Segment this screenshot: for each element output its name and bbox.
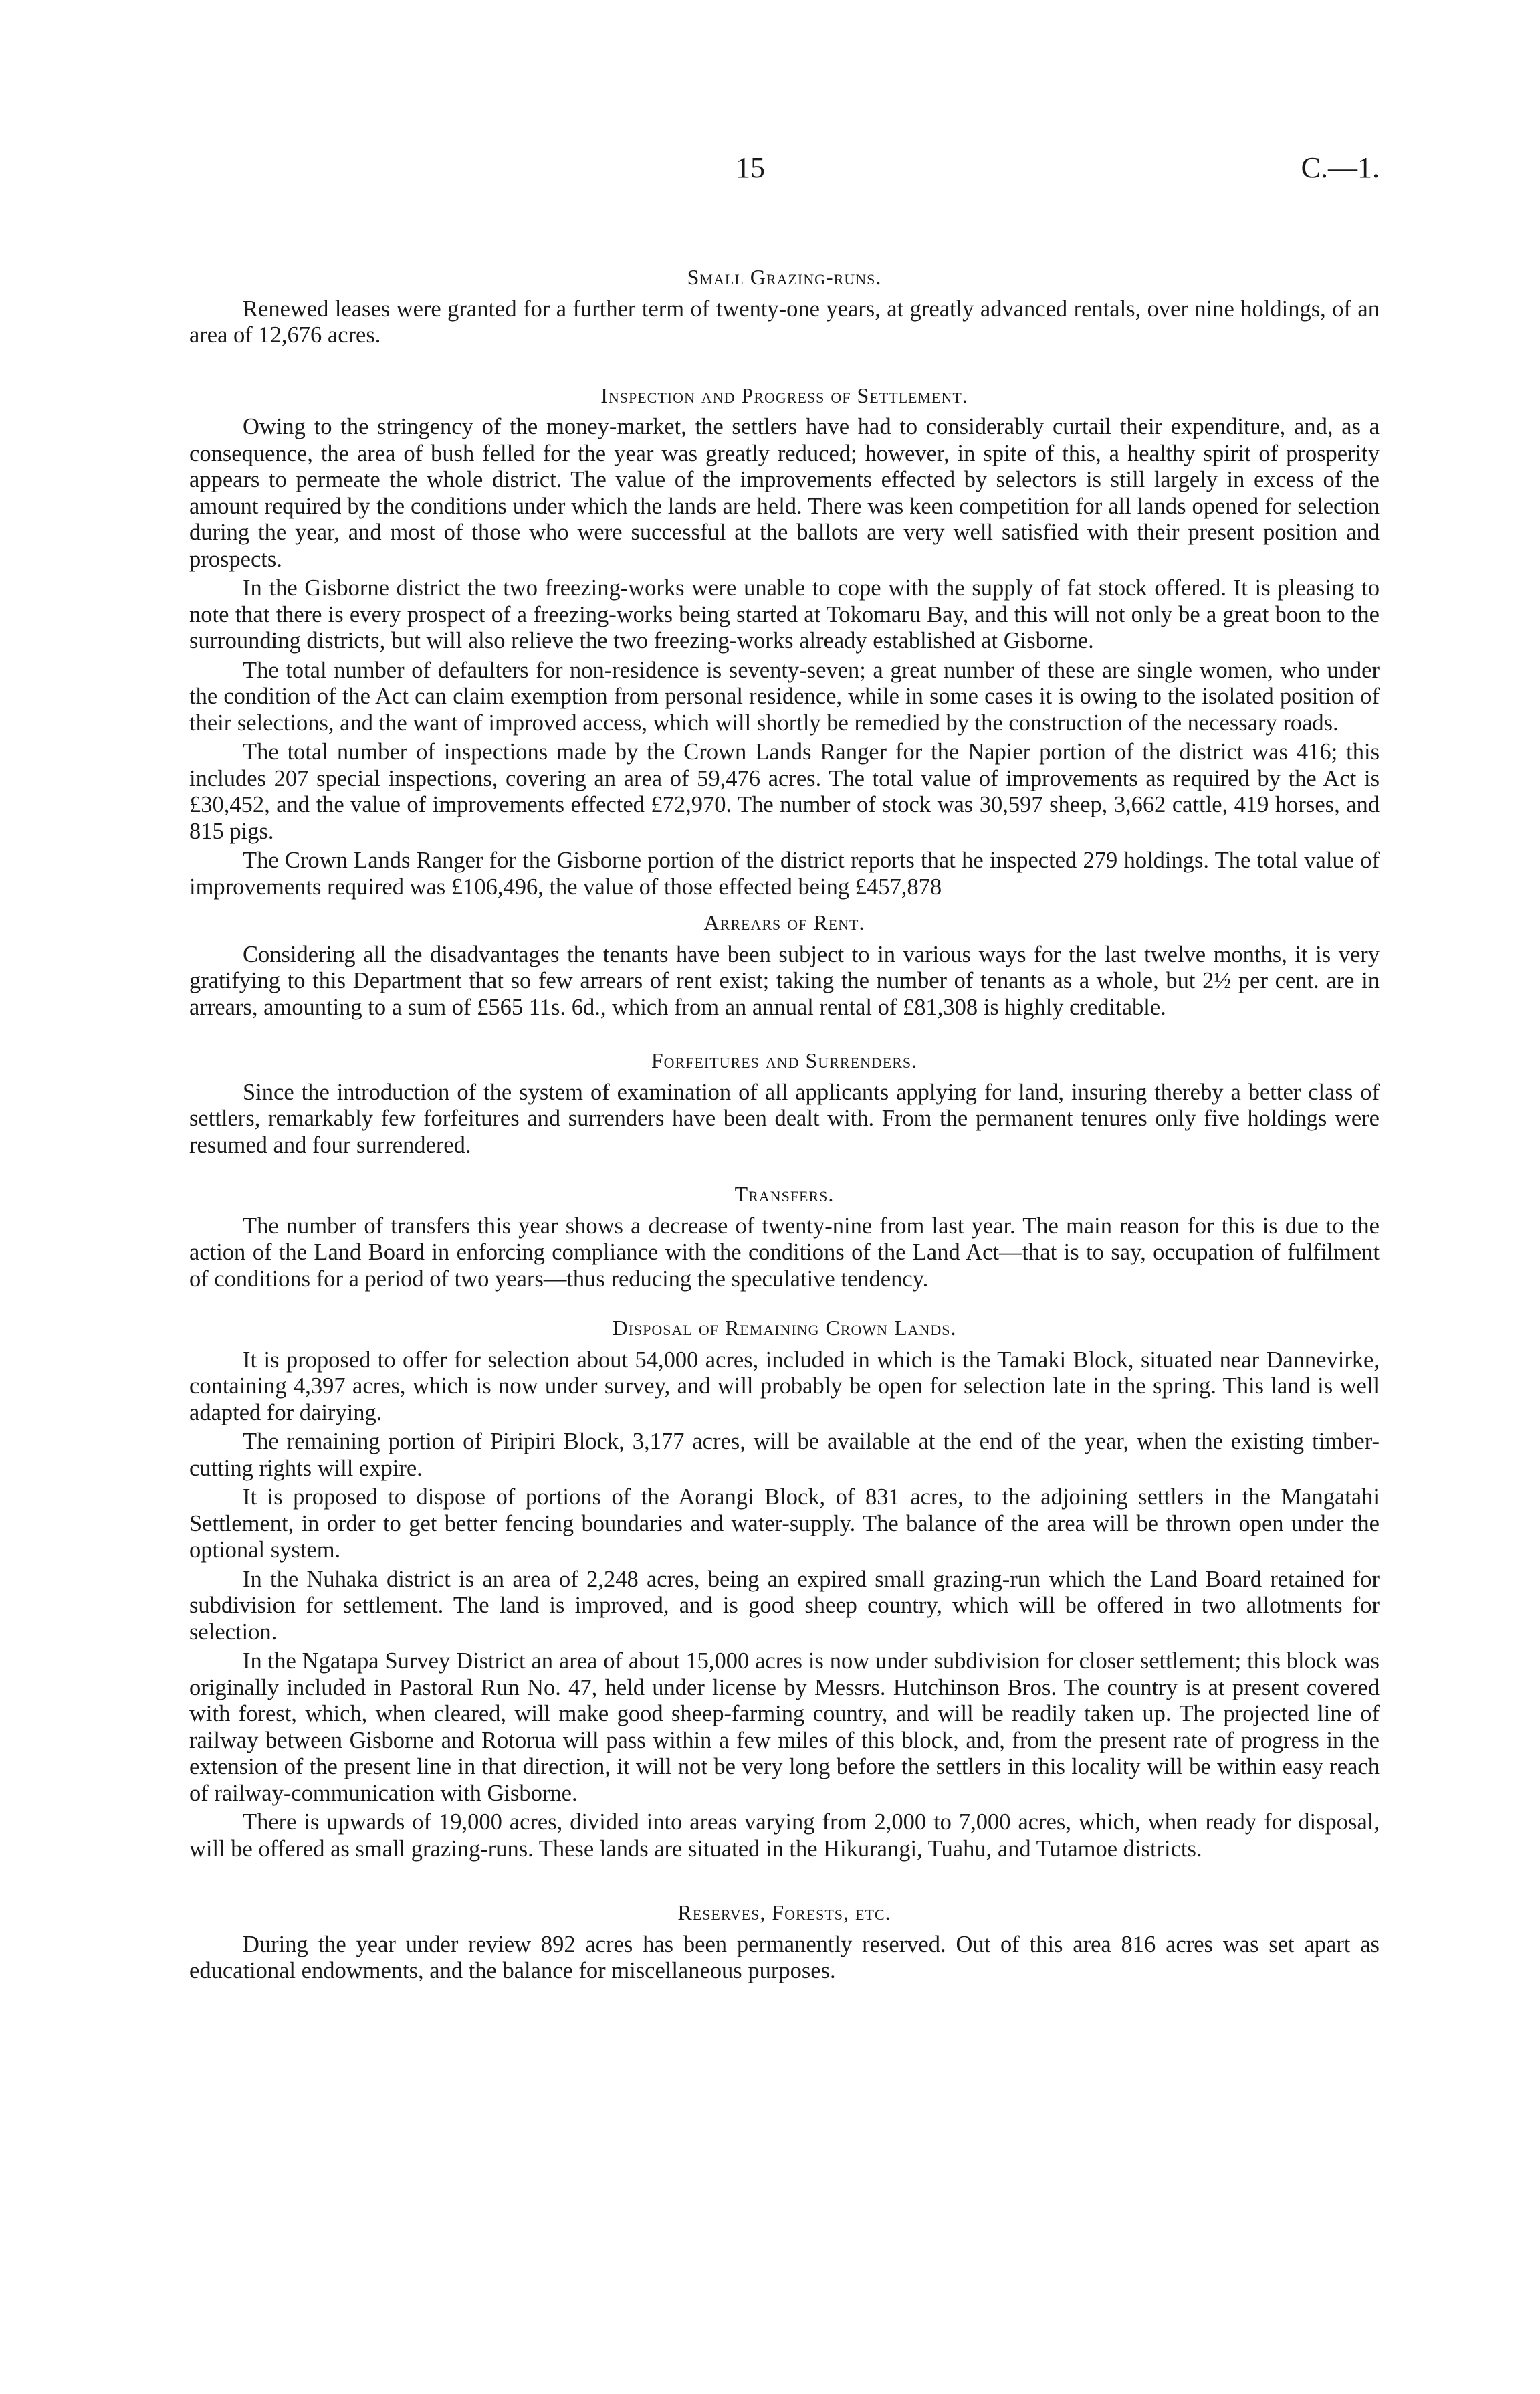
section (189, 1315, 1380, 1862)
section-heading: Arrears of Rent. (703, 910, 865, 934)
paragraph: Renewed leases were granted for a further term of twenty-one years, at greatly advanced rentals, over nine holdings, of an area of 12,676 acres. (189, 296, 1380, 348)
paragraph: Since the introduction of the system of examination of all applicants applying for land, insuring thereby a better class of settlers, remarkably few forfeitures and surrenders have been dealt with. From the permanent tenures only five holdings were resumed and four surrendered. (189, 1079, 1380, 1158)
section (189, 1048, 1380, 1159)
paragraph: In the Gisborne district the two freezing-works were unable to cope with the supply of fat stock offered. It is pleasing to note that there is every prospect of a freezing-works being started at Tokomaru Bay, and this will not only be a great boon to the surrounding districts, but will also relieve the two freezing-works already established at Gisborne. (189, 575, 1380, 654)
paragraph: The Crown Lands Ranger for the Gisborne portion of the district reports that he inspected 279 holdings. The total value of improvements required was £106,496, the value of those effected being £457,878 (189, 847, 1380, 900)
paragraph: There is upwards of 19,000 acres, divided into areas varying from 2,000 to 7,000 acres, which, when ready for disposal, will be offered as small grazing-runs. These lands are situated in the Hikurangi, Tuahu, and Tutamoe districts. (189, 1809, 1380, 1862)
section (189, 910, 1380, 1021)
section-heading: Reserves, Forests, etc. (677, 1900, 891, 1924)
section (189, 264, 1380, 349)
paragraph: During the year under review 892 acres has been permanently reserved. Out of this area 816 acres was set apart as educational endowments, and the balance for miscellaneous purposes. (189, 1931, 1380, 1983)
section-heading: Small Grazing-runs. (687, 265, 882, 289)
paragraph: Considering all the disadvantages the tenants have been subject to in various ways for the last twelve months, it is very gratifying to this Department that so few arrears of rent exist; taking the number of tenants as a whole, but 2½ per cent. are in arrears, amounting to a sum of £565 11s. 6d., which from an annual rental of £81,308 is highly creditable. (189, 941, 1380, 1020)
page-number: 15 (736, 151, 765, 184)
section (189, 1181, 1380, 1292)
section (189, 1900, 1380, 1985)
section-heading: Forfeitures and Surrenders. (651, 1048, 918, 1072)
section-heading: Transfers. (734, 1182, 835, 1206)
paragraph: The total number of defaulters for non-residence is seventy-seven; a great number of these are single women, who under the condition of the Act can claim exemption from personal residence, while in some cases it is owing to the isolated position of their selections, and the want of improved access, which will shortly be remedied by the construction of the necessary roads. (189, 657, 1380, 736)
series-label: C.—1. (1301, 151, 1380, 184)
paragraph: In the Ngatapa Survey District an area of about 15,000 acres is now under subdivision for closer settlement; this block was originally included in Pastoral Run No. 47, held under license by Messrs. Hutchinson Bros. The country is at present covered with forest, which, when cleared, will make good sheep-farming country, and will be readily taken up. The projected line of railway between Gisborne and Rotorua will pass within a few miles of this block, and, from the present rate of progress in the extension of the present line in that direction, it will not be very long before the settlers in this locality will be within easy reach of railway-communication with Gisborne. (189, 1648, 1380, 1806)
paragraph: It is proposed to dispose of portions of the Aorangi Block, of 831 acres, to the adjoining settlers in the Mangatahi Settlement, in order to get better fencing boundaries and water-supply. The balance of the area will be thrown open under the optional system. (189, 1484, 1380, 1563)
paragraph: It is proposed to offer for selection about 54,000 acres, included in which is the Tamaki Block, situated near Dannevirke, containing 4,397 acres, which is now under survey, and will probably be open for selection late in the spring. This land is well adapted for dairying. (189, 1346, 1380, 1425)
paragraph: In the Nuhaka district is an area of 2,248 acres, being an expired small grazing-run which the Land Board retained for subdivision for settlement. The land is improved, and is good sheep country, which will be offered in two allotments for selection. (189, 1566, 1380, 1645)
section-heading: Disposal of Remaining Crown Lands. (612, 1316, 957, 1340)
paragraph: The number of transfers this year shows a decrease of twenty-nine from last year. The main reason for this is due to the action of the Land Board in enforcing compliance with the conditions of the Land Act—that is to say, occupation of fulfilment of conditions for a period of two years—thus reducing the speculative tendency. (189, 1213, 1380, 1292)
section (189, 383, 1380, 901)
paragraph: The total number of inspections made by the Crown Lands Ranger for the Napier portion of the district was 416; this includes 207 special inspections, covering an area of 59,476 acres. The total value of improvements as required by the Act is £30,452, and the value of improvements effected £72,970. The number of stock was 30,597 sheep, 3,662 cattle, 419 horses, and 815 pigs. (189, 739, 1380, 844)
paragraph: The remaining portion of Piripiri Block, 3,177 acres, will be available at the end of the year, when the existing timber-cutting rights will expire. (189, 1429, 1380, 1481)
document-body (189, 264, 1380, 2005)
paragraph: Owing to the stringency of the money-market, the settlers have had to considerably curtail their expenditure, and, as a consequence, the area of bush felled for the year was greatly reduced; however, in spite of this, a healthy spirit of prosperity appears to permeate the whole district. The value of the improvements effected by selectors is still largely in excess of the amount required by the conditions under which the lands are held. There was keen competition for all lands opened for selection during the year, and most of those who were successful at the ballots are very well satisfied with their present position and prospects. (189, 414, 1380, 572)
section-heading: Inspection and Progress of Settlement. (600, 383, 968, 407)
